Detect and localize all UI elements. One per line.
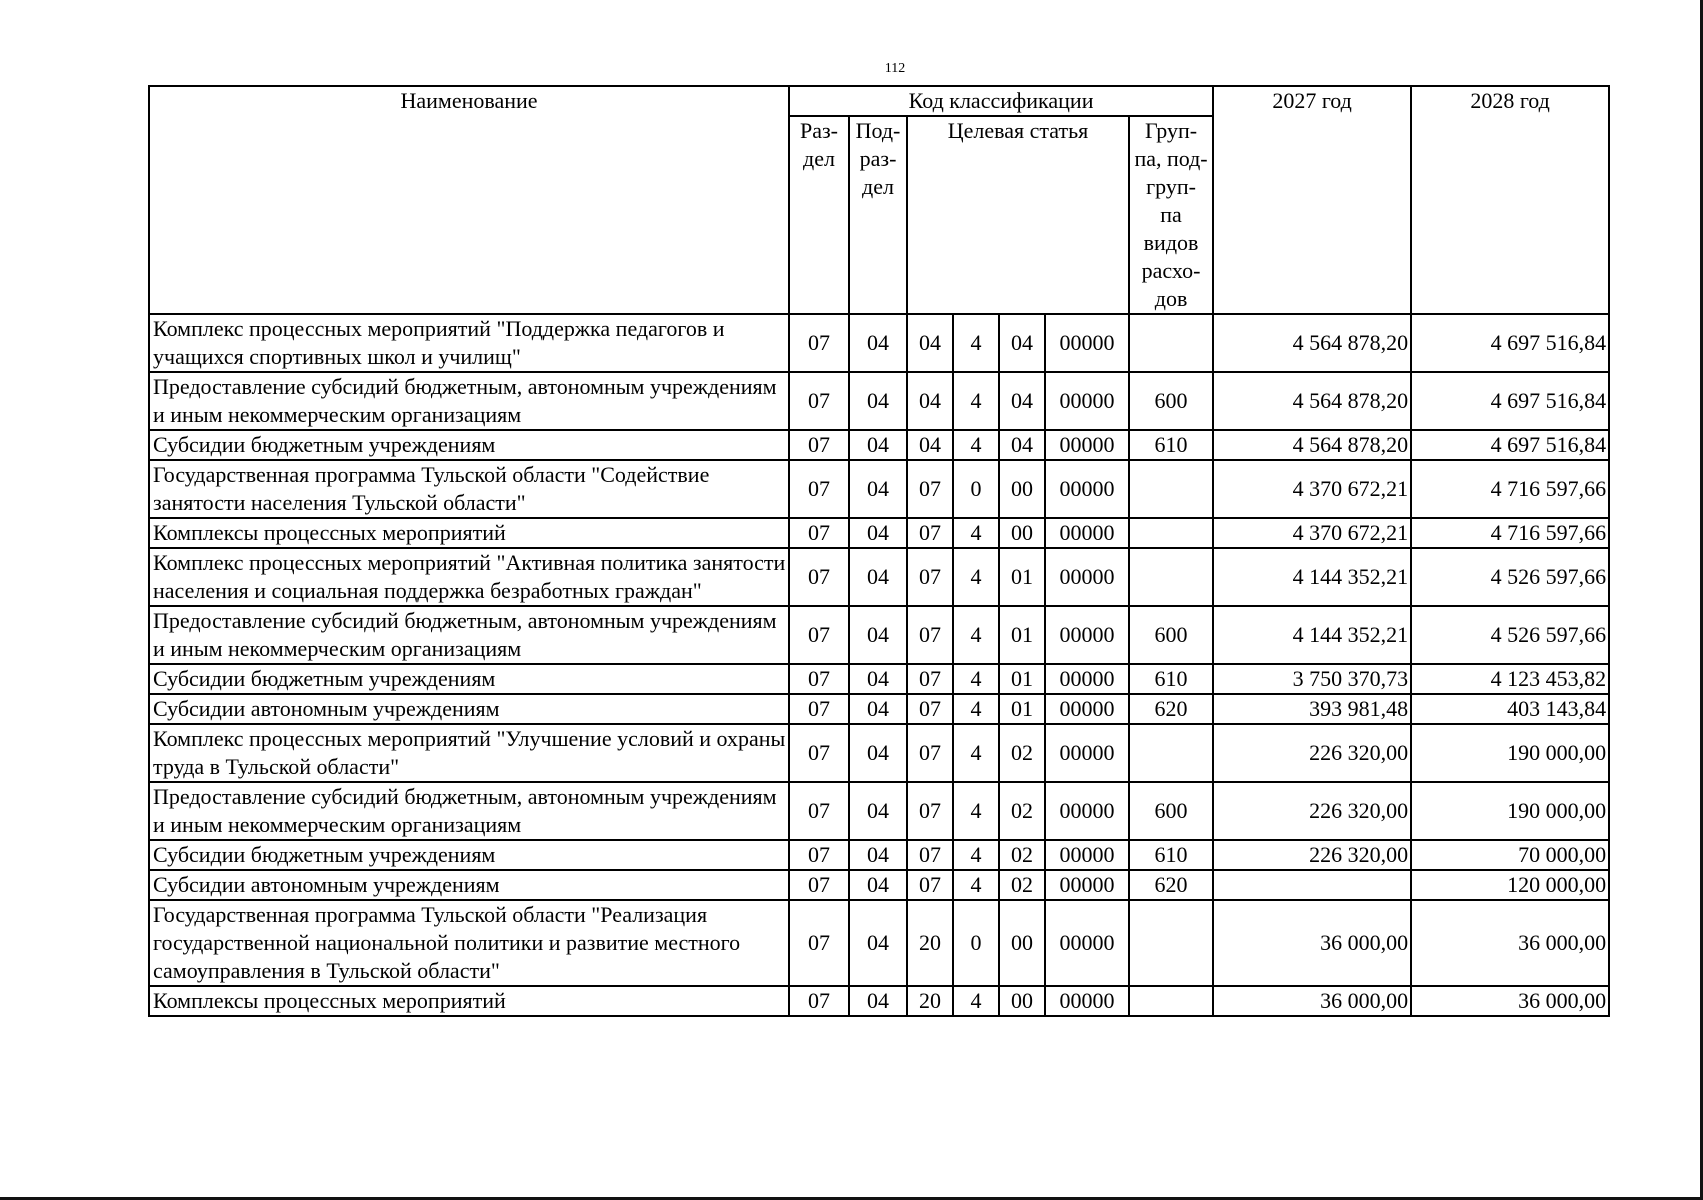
cell-razdel: 07 <box>789 782 849 840</box>
table-row <box>149 518 1609 548</box>
cell-amount-2027: 36 000,00 <box>1213 900 1411 986</box>
cell-amount-2028: 4 716 597,66 <box>1411 518 1609 548</box>
cell-target-direction: 00000 <box>1045 430 1129 460</box>
header-classification: Код классификации <box>789 86 1213 116</box>
cell-amount-2027: 393 981,48 <box>1213 694 1411 724</box>
cell-target-type: 4 <box>953 986 999 1016</box>
cell-target-type: 0 <box>953 460 999 518</box>
cell-target-program: 07 <box>907 840 953 870</box>
cell-target-program: 04 <box>907 314 953 372</box>
header-razdel-line: дел <box>803 146 835 171</box>
cell-expense-group: 620 <box>1129 870 1213 900</box>
cell-target-program: 07 <box>907 606 953 664</box>
cell-podrazdel: 04 <box>849 372 907 430</box>
header-target-article: Целевая статья <box>907 116 1129 314</box>
table-row <box>149 870 1609 900</box>
cell-razdel: 07 <box>789 548 849 606</box>
cell-amount-2027: 36 000,00 <box>1213 986 1411 1016</box>
cell-expense-group: 610 <box>1129 664 1213 694</box>
cell-amount-2028: 4 526 597,66 <box>1411 606 1609 664</box>
cell-target-type: 4 <box>953 606 999 664</box>
cell-target-subprogram: 04 <box>999 372 1045 430</box>
cell-target-subprogram: 04 <box>999 314 1045 372</box>
cell-amount-2027: 4 564 878,20 <box>1213 372 1411 430</box>
cell-amount-2027: 4 564 878,20 <box>1213 430 1411 460</box>
cell-amount-2027: 3 750 370,73 <box>1213 664 1411 694</box>
header-podrazdel-line: дел <box>862 174 894 199</box>
header-razdel <box>789 116 849 314</box>
table-row <box>149 314 1609 372</box>
cell-name: Комплекс процессных мероприятий "Активная политика занятости населения и социальная поддержка безработных граждан" <box>149 548 789 606</box>
cell-amount-2028: 4 123 453,82 <box>1411 664 1609 694</box>
cell-target-direction: 00000 <box>1045 314 1129 372</box>
cell-amount-2028: 4 697 516,84 <box>1411 430 1609 460</box>
header-group-line: груп- <box>1146 174 1196 199</box>
cell-podrazdel: 04 <box>849 606 907 664</box>
cell-target-direction: 00000 <box>1045 664 1129 694</box>
cell-razdel: 07 <box>789 430 849 460</box>
table-row <box>149 606 1609 664</box>
table-row <box>149 460 1609 518</box>
cell-target-program: 07 <box>907 870 953 900</box>
header-group-line: видов <box>1143 230 1199 255</box>
table-body <box>149 314 1609 1016</box>
cell-name: Субсидии бюджетным учреждениям <box>149 664 789 694</box>
table-row <box>149 548 1609 606</box>
cell-expense-group <box>1129 900 1213 986</box>
cell-target-subprogram: 01 <box>999 606 1045 664</box>
header-expense-group <box>1129 116 1213 314</box>
cell-expense-group <box>1129 518 1213 548</box>
cell-expense-group: 600 <box>1129 606 1213 664</box>
cell-target-type: 4 <box>953 664 999 694</box>
cell-name: Предоставление субсидий бюджетным, автономным учреждениям и иным некоммерческим организациям <box>149 606 789 664</box>
table-row <box>149 724 1609 782</box>
cell-target-direction: 00000 <box>1045 518 1129 548</box>
cell-amount-2028: 4 526 597,66 <box>1411 548 1609 606</box>
cell-amount-2028: 190 000,00 <box>1411 724 1609 782</box>
cell-target-subprogram: 01 <box>999 548 1045 606</box>
cell-amount-2027: 4 564 878,20 <box>1213 314 1411 372</box>
table-row <box>149 900 1609 986</box>
cell-podrazdel: 04 <box>849 518 907 548</box>
cell-name: Субсидии автономным учреждениям <box>149 870 789 900</box>
table-row <box>149 694 1609 724</box>
cell-razdel: 07 <box>789 724 849 782</box>
cell-target-program: 04 <box>907 430 953 460</box>
cell-amount-2027: 226 320,00 <box>1213 840 1411 870</box>
cell-target-direction: 00000 <box>1045 870 1129 900</box>
cell-amount-2028: 403 143,84 <box>1411 694 1609 724</box>
table-row <box>149 430 1609 460</box>
cell-podrazdel: 04 <box>849 840 907 870</box>
cell-target-direction: 00000 <box>1045 694 1129 724</box>
cell-target-subprogram: 00 <box>999 518 1045 548</box>
cell-name: Комплекс процессных мероприятий "Улучшение условий и охраны труда в Тульской области" <box>149 724 789 782</box>
cell-target-program: 07 <box>907 518 953 548</box>
header-group-line: дов <box>1154 286 1188 311</box>
cell-target-subprogram: 00 <box>999 900 1045 986</box>
cell-target-subprogram: 00 <box>999 460 1045 518</box>
cell-target-program: 20 <box>907 986 953 1016</box>
cell-razdel: 07 <box>789 460 849 518</box>
cell-amount-2027 <box>1213 870 1411 900</box>
cell-razdel: 07 <box>789 900 849 986</box>
cell-expense-group: 600 <box>1129 372 1213 430</box>
cell-name: Субсидии бюджетным учреждениям <box>149 430 789 460</box>
cell-target-program: 07 <box>907 694 953 724</box>
cell-name: Государственная программа Тульской области "Реализация государственной национальной политики и развитие местного самоуправления в Тульской области" <box>149 900 789 986</box>
cell-amount-2027: 4 144 352,21 <box>1213 548 1411 606</box>
cell-target-type: 0 <box>953 900 999 986</box>
cell-amount-2028: 4 697 516,84 <box>1411 372 1609 430</box>
table-row <box>149 840 1609 870</box>
cell-expense-group <box>1129 314 1213 372</box>
cell-podrazdel: 04 <box>849 782 907 840</box>
cell-target-program: 07 <box>907 664 953 694</box>
cell-razdel: 07 <box>789 518 849 548</box>
header-name: Наименование <box>149 86 789 314</box>
cell-amount-2028: 70 000,00 <box>1411 840 1609 870</box>
cell-target-type: 4 <box>953 840 999 870</box>
cell-name: Государственная программа Тульской области "Содействие занятости населения Тульской области" <box>149 460 789 518</box>
cell-target-direction: 00000 <box>1045 986 1129 1016</box>
cell-podrazdel: 04 <box>849 986 907 1016</box>
header-group-line: па, под- <box>1134 146 1208 171</box>
cell-podrazdel: 04 <box>849 548 907 606</box>
cell-podrazdel: 04 <box>849 314 907 372</box>
cell-amount-2028: 190 000,00 <box>1411 782 1609 840</box>
cell-razdel: 07 <box>789 986 849 1016</box>
cell-target-subprogram: 04 <box>999 430 1045 460</box>
cell-amount-2027: 4 370 672,21 <box>1213 460 1411 518</box>
cell-target-direction: 00000 <box>1045 606 1129 664</box>
cell-amount-2028: 4 697 516,84 <box>1411 314 1609 372</box>
cell-razdel: 07 <box>789 694 849 724</box>
cell-amount-2027: 4 370 672,21 <box>1213 518 1411 548</box>
cell-podrazdel: 04 <box>849 900 907 986</box>
cell-podrazdel: 04 <box>849 724 907 782</box>
header-podrazdel <box>849 116 907 314</box>
header-group-line: Груп- <box>1144 118 1198 143</box>
cell-target-direction: 00000 <box>1045 372 1129 430</box>
cell-target-type: 4 <box>953 518 999 548</box>
cell-name: Комплексы процессных мероприятий <box>149 986 789 1016</box>
table-row <box>149 986 1609 1016</box>
cell-target-type: 4 <box>953 548 999 606</box>
header-razdel-line: Раз- <box>799 118 839 143</box>
header-year-2028: 2028 год <box>1411 86 1609 314</box>
cell-razdel: 07 <box>789 372 849 430</box>
cell-expense-group <box>1129 548 1213 606</box>
cell-name: Субсидии бюджетным учреждениям <box>149 840 789 870</box>
cell-target-subprogram: 02 <box>999 724 1045 782</box>
header-podrazdel-line: раз- <box>859 146 897 171</box>
cell-expense-group <box>1129 460 1213 518</box>
cell-expense-group: 620 <box>1129 694 1213 724</box>
cell-target-subprogram: 02 <box>999 870 1045 900</box>
cell-target-type: 4 <box>953 430 999 460</box>
cell-target-type: 4 <box>953 870 999 900</box>
cell-target-type: 4 <box>953 694 999 724</box>
cell-target-program: 07 <box>907 782 953 840</box>
cell-target-program: 07 <box>907 548 953 606</box>
cell-target-type: 4 <box>953 782 999 840</box>
cell-target-program: 07 <box>907 724 953 782</box>
cell-podrazdel: 04 <box>849 664 907 694</box>
cell-target-program: 20 <box>907 900 953 986</box>
cell-target-type: 4 <box>953 314 999 372</box>
cell-target-direction: 00000 <box>1045 460 1129 518</box>
cell-amount-2027: 4 144 352,21 <box>1213 606 1411 664</box>
cell-name: Предоставление субсидий бюджетным, автономным учреждениям и иным некоммерческим организациям <box>149 372 789 430</box>
cell-target-subprogram: 01 <box>999 664 1045 694</box>
cell-amount-2028: 4 716 597,66 <box>1411 460 1609 518</box>
cell-amount-2028: 36 000,00 <box>1411 986 1609 1016</box>
cell-razdel: 07 <box>789 870 849 900</box>
cell-target-subprogram: 02 <box>999 782 1045 840</box>
cell-podrazdel: 04 <box>849 430 907 460</box>
header-podrazdel-line: Под- <box>855 118 901 143</box>
cell-target-direction: 00000 <box>1045 900 1129 986</box>
cell-target-direction: 00000 <box>1045 548 1129 606</box>
cell-razdel: 07 <box>789 606 849 664</box>
cell-name: Комплекс процессных мероприятий "Поддержка педагогов и учащихся спортивных школ и училищ" <box>149 314 789 372</box>
cell-amount-2027: 226 320,00 <box>1213 782 1411 840</box>
header-group-line: расхо- <box>1141 258 1201 283</box>
cell-target-subprogram: 01 <box>999 694 1045 724</box>
cell-target-type: 4 <box>953 724 999 782</box>
cell-target-program: 07 <box>907 460 953 518</box>
cell-target-type: 4 <box>953 372 999 430</box>
cell-razdel: 07 <box>789 314 849 372</box>
budget-table <box>148 85 1610 1017</box>
cell-amount-2028: 36 000,00 <box>1411 900 1609 986</box>
cell-expense-group: 610 <box>1129 840 1213 870</box>
cell-amount-2027: 226 320,00 <box>1213 724 1411 782</box>
cell-razdel: 07 <box>789 840 849 870</box>
cell-podrazdel: 04 <box>849 694 907 724</box>
table-row <box>149 372 1609 430</box>
cell-target-direction: 00000 <box>1045 724 1129 782</box>
cell-name: Субсидии автономным учреждениям <box>149 694 789 724</box>
cell-target-direction: 00000 <box>1045 782 1129 840</box>
table-row <box>149 782 1609 840</box>
cell-amount-2028: 120 000,00 <box>1411 870 1609 900</box>
cell-expense-group: 600 <box>1129 782 1213 840</box>
cell-target-subprogram: 00 <box>999 986 1045 1016</box>
cell-razdel: 07 <box>789 664 849 694</box>
cell-podrazdel: 04 <box>849 460 907 518</box>
cell-podrazdel: 04 <box>849 870 907 900</box>
header-year-2027: 2027 год <box>1213 86 1411 314</box>
cell-name: Комплексы процессных мероприятий <box>149 518 789 548</box>
cell-expense-group <box>1129 986 1213 1016</box>
cell-target-subprogram: 02 <box>999 840 1045 870</box>
table-row <box>149 664 1609 694</box>
page-number: 112 <box>884 61 906 76</box>
cell-target-direction: 00000 <box>1045 840 1129 870</box>
cell-name: Предоставление субсидий бюджетным, автономным учреждениям и иным некоммерческим организациям <box>149 782 789 840</box>
cell-target-program: 04 <box>907 372 953 430</box>
cell-expense-group: 610 <box>1129 430 1213 460</box>
header-group-line: па <box>1160 202 1182 227</box>
cell-expense-group <box>1129 724 1213 782</box>
